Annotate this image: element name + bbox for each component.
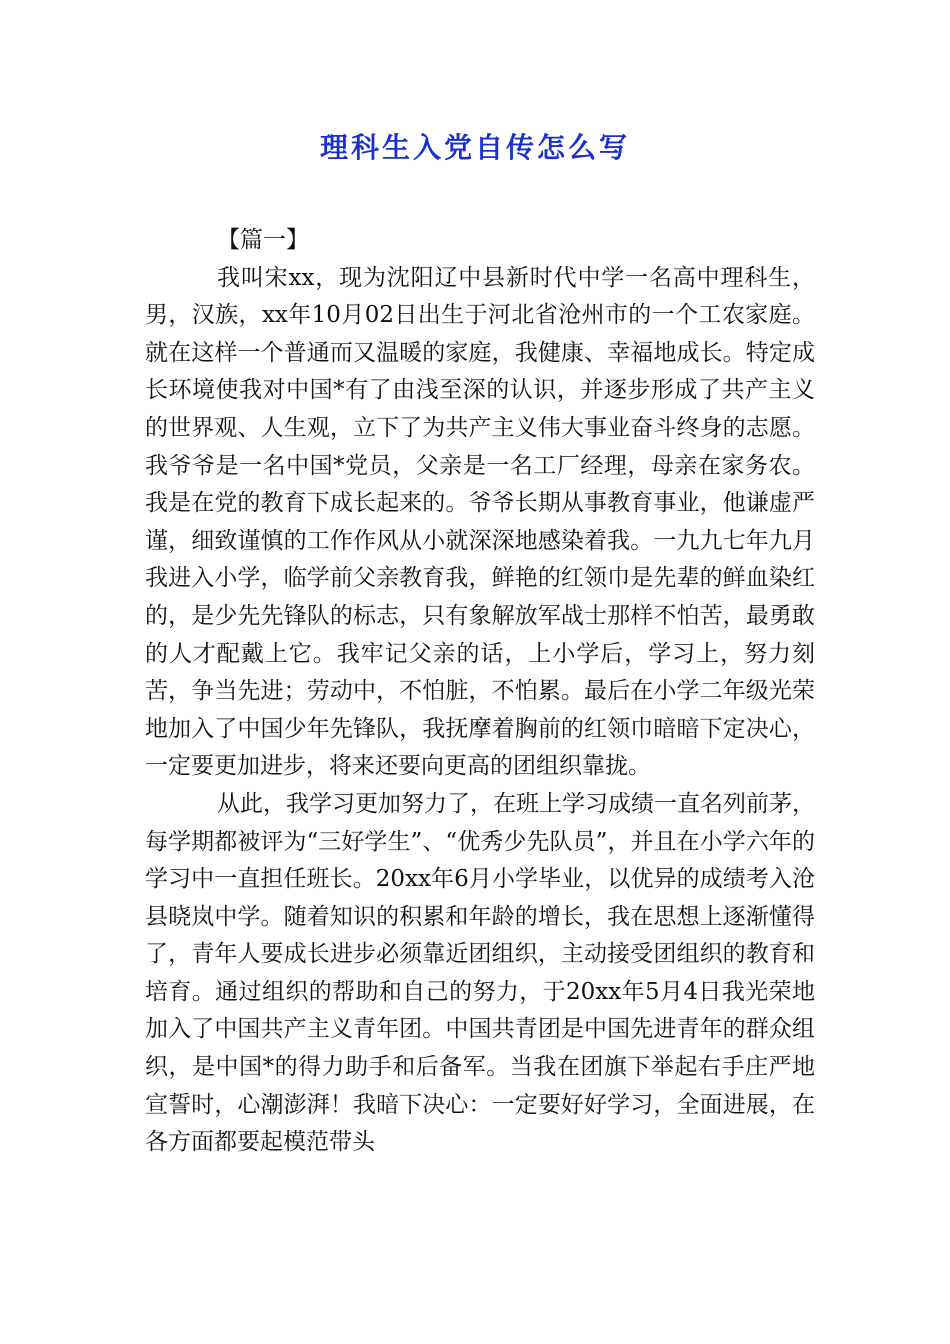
- paragraph-1: 我叫宋xx，现为沈阳辽中县新时代中学一名高中理科生，男，汉族，xx年10月02日出生于河北省沧州市的一个工农家庭。就在这样一个普通而又温暖的家庭，我健康、幸福地成长。特定成长环境使我对中国*有了由浅至深的认识，并逐步形成了共产主义的世界观、人生观，立下了为共产主义伟大事业奋斗终身的志愿。我爷爷是一名中国*党员，父亲是一名工厂经理，母亲在家务农。我是在党的教育下成长起来的。爷爷长期从事教育事业，他谦虚严谨，细致谨慎的工作作风从小就深深地感染着我。一九九七年九月我进入小学，临学前父亲教育我，鲜艳的红领巾是先辈的鲜血染红的，是少先先锋队的标志，只有象解放军战士那样不怕苦，最勇敢的人才配戴上它。我牢记父亲的话，上小学后，学习上，努力刻苦，争当先进；劳动中，不怕脏，不怕累。最后在小学二年级光荣地加入了中国少年先锋队，我抚摩着胸前的红领巾暗暗下定决心，一定要更加进步，将来还要向更高的团组织靠拢。: [145, 264, 815, 780]
- section-label: 【篇一】: [217, 227, 309, 253]
- document-title: 理科生入党自传怎么写: [319, 131, 630, 164]
- document-body: [145, 222, 815, 1162]
- paragraph-2: 从此，我学习更加努力了，在班上学习成绩一直名列前茅，每学期都被评为“三好学生”、“优秀少先队员”，并且在小学六年的学习中一直担任班长。20xx年6月小学毕业，以优异的成绩考入沧县晓岚中学。随着知识的积累和年龄的增长，我在思想上逐渐懂得了，青年人要成长进步必须靠近团组织，主动接受团组织的教育和培育。通过组织的帮助和自己的努力，于20xx年5月4日我光荣地加入了中国共产主义青年团。中国共青团是中国先进青年的群众组织，是中国*的得力助手和后备军。当我在团旗下举起右手庄严地宣誓时，心潮澎湃！我暗下决心：一定要好好学习，全面进展，在各方面都要起模范带头: [145, 790, 815, 1156]
